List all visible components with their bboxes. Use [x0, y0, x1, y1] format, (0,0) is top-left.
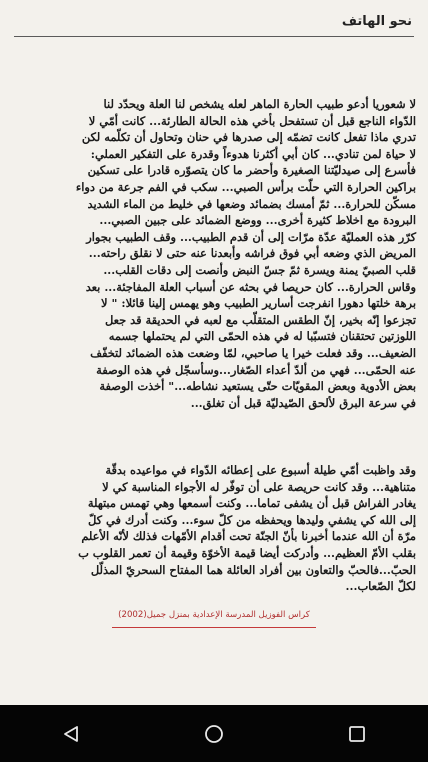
back-button[interactable] [41, 714, 101, 754]
header-title: نحو الهاتف [341, 14, 412, 29]
header-divider [14, 36, 414, 37]
footer-source: كراس الفوزيل المدرسة الإعدادية بمنزل جميل(2002) [118, 610, 310, 620]
recents-button[interactable] [327, 714, 387, 754]
android-navigation-bar [0, 705, 428, 762]
paragraph-2: وقد واظبت أمّي طيلة أسبوع على إعطائه الدّواء في مواعيده بدقّة متناهية... وقد كانت حريصة على أن توفّر له الأجواء المناسبة كي لا يغادر الفراش قبل أن يشفى تماما... وكنت أسمعها وهي تهمس مبتهلة إلى الله كي يشفي وليدها ويحفظه من كلّ سوء... وكنت أدرك في كلّ مرّة أن الله عندما أخبرنا بأنّ الجنّة تحت أقدام الأمّهات فذلك لأنّه الأعلم بقلب الأمّ العظيم... وأدركت أيضا قيمة الأخوّة وقيمة أن تعمر القلوب ب الحبّ...فالحبّ والتعاون بين أفراد العائلة هما المفتاح السحريّ المذلّل لكلّ الصّعاب... [78, 463, 416, 594]
circle-home-icon [204, 724, 224, 744]
square-recents-icon [348, 725, 366, 743]
triangle-back-icon [62, 725, 80, 743]
footer-underline [112, 627, 316, 628]
home-button[interactable] [184, 714, 244, 754]
paragraph-1: لا شعوريا أدعو طبيب الحارة الماهر لعله يشخص لنا العلة ويحدّد لنا الدّواء الناجع قبل أن تستفحل بأخي هذه الحالة الطارئة... كانت أمّي لا تدري ماذا تفعل كانت تضمّه إلى صدرها في حنان وتحاول أن تكلّمه لكن لا حياة لمن تنادي... كان أبي أكثرنا هدوءاً وقدرة على التفكير العملي: فأسرع إلى صيدليّتنا الصغيرة وأحضر ما كان يتصوّره قادرا على تسكين براكين الحرارة التي حلّت برأس الصبي... سكب في الفم جرعة من دواء مسكّن للحرارة... ثمّ أمسك بضمائد وضعها في خليط من الماء الشديد البرودة مع اخلاط كثيرة أخرى... ووضع الضمائد على جبين الصبي... كرّر هذه العمليّة عدّة مرّات إلى أن قدم الطبيب... وقف الطبيب بجوار المريض الذي وضعه أبي فوق فراشه وأبعدنا عنه حتى لا نقلق راحته... قلب الصبيّ يمنة ويسرة ثمّ جسّ النبض وأنصت إلى دقات القلب... وقاس الحرارة... كان حريصا في بحثه عن أسباب العلة المفاجئة... بعد برهة خلتها دهورا انفرجت أسارير الطبيب وهو يهمس إلينا قائلا: " لا تجزعوا إنّه بخير، إنّ الطقس المتقلّب مع لعبه في الحديقة قد جعل اللوزتين تحتقنان فتسبّبا له في هذه الحمّى التي لم يحتملها جسمه الضعيف... وقد فعلت خيرا يا صاحبي، لمّا وضعت هذه الضمائد لتخفّف عنه الحمّى... فهي من ألدّ أعداء الصّغار...وسأسجّل في هذه الوصفة بعض الأدوية وبعض المقويّات حتّى يستعيد نشاطه..." أخذت الوصفة في سرعة البرق لألحق الصّيدليّة قبل أن تغلق... [75, 97, 416, 410]
